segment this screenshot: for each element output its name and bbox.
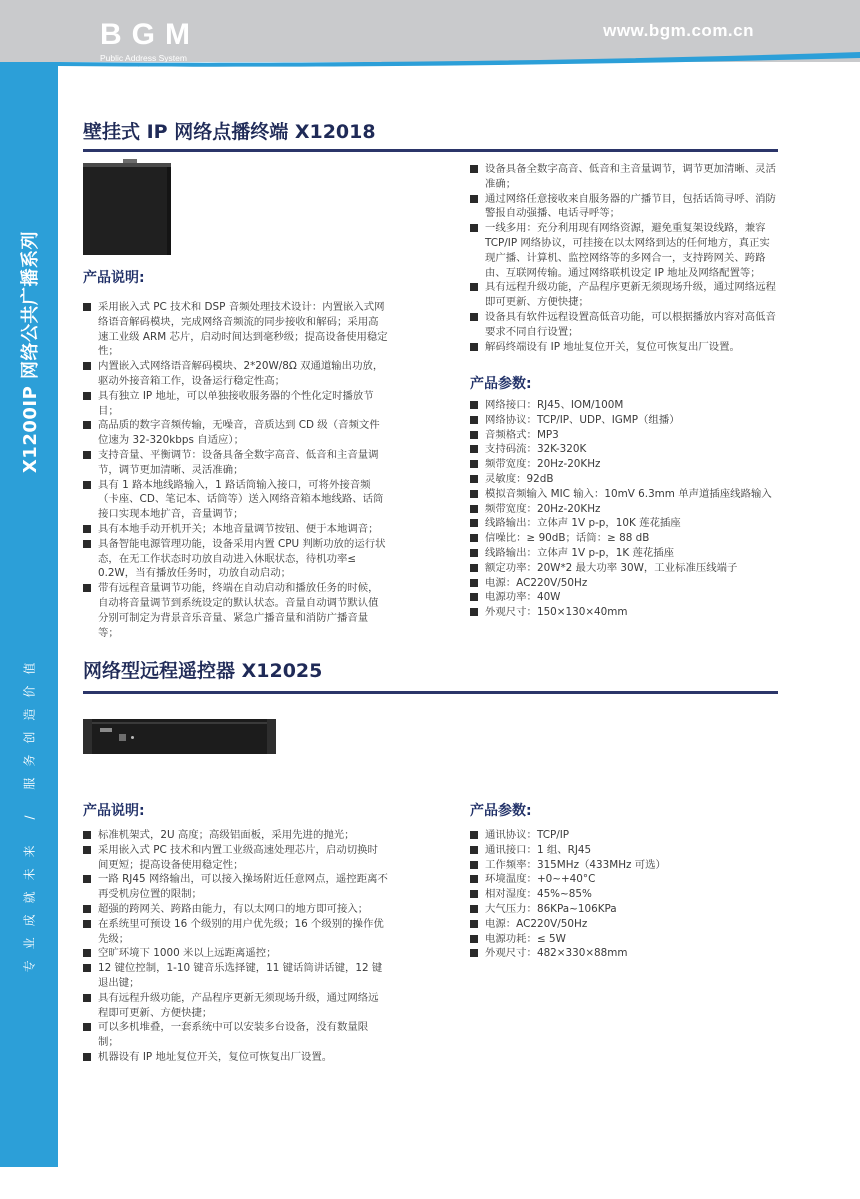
description-item bbox=[83, 902, 388, 917]
description-item bbox=[83, 961, 388, 991]
bullet-square-icon bbox=[470, 416, 478, 424]
bullet-square-icon bbox=[83, 481, 91, 489]
parameter-item bbox=[470, 398, 780, 413]
description-item-text: 具备智能电源管理功能，设备采用内置 CPU 判断功放的运行状态，在无工作状态时功放自动进入休眠状态，待机功率≤ 0.2W，当有播放任务时，功放自动启动； bbox=[98, 537, 386, 580]
parameter-item-text: 工作频率：315MHz（433MHz 可选） bbox=[485, 858, 666, 871]
product1-title-rule bbox=[83, 149, 778, 152]
description-item-text: 通过网络任意接收来自服务器的广播节目，包括话筒寻呼、消防警报自动强播、电话寻呼等； bbox=[485, 192, 776, 220]
bullet-square-icon bbox=[83, 392, 91, 400]
description-item-text: 支持音量、平衡调节：设备具备全数字高音、低音和主音量调节，调节更加清晰、灵活准确； bbox=[98, 448, 379, 476]
bullet-square-icon bbox=[83, 920, 91, 928]
product1-desc-heading: 产品说明: bbox=[83, 270, 145, 286]
parameter-item-text: 相对湿度：45%~85% bbox=[485, 888, 592, 901]
parameter-item bbox=[470, 872, 780, 887]
description-item-text: 具有远程升级功能，产品程序更新无须现场升级，通过网络远程即可更新、方便快捷； bbox=[485, 281, 776, 309]
bullet-square-icon bbox=[470, 283, 478, 291]
description-item bbox=[83, 1020, 388, 1050]
product1-description-list-continued bbox=[470, 162, 780, 354]
parameter-item-text: 网络接口：RJ45、IOM/100M bbox=[485, 399, 624, 411]
parameter-item-text: 模拟音频输入 MIC 输入：10mV 6.3mm 单声道插座线路输入 bbox=[485, 487, 772, 500]
bullet-square-icon bbox=[83, 831, 91, 839]
bullet-square-icon bbox=[470, 475, 478, 483]
bullet-square-icon bbox=[470, 534, 478, 542]
bullet-square-icon bbox=[470, 920, 478, 928]
brand-slogan: 专业成就未来 / 服务创造价值 bbox=[22, 651, 37, 973]
parameter-item-text: 外观尺寸：482×330×88mm bbox=[485, 947, 628, 960]
parameter-item bbox=[470, 457, 780, 472]
description-item bbox=[470, 280, 780, 310]
bullet-square-icon bbox=[83, 421, 91, 429]
bullet-square-icon bbox=[83, 584, 91, 592]
bullet-square-icon bbox=[470, 949, 478, 957]
parameter-item bbox=[470, 502, 780, 517]
description-item-text: 12 键位控制，1-10 键音乐选择键，11 键话筒讲话键，12 键退出键； bbox=[98, 962, 383, 989]
bullet-square-icon bbox=[470, 831, 478, 839]
bullet-square-icon bbox=[470, 564, 478, 572]
bullet-square-icon bbox=[470, 861, 478, 869]
brand-tagline: Public Address System bbox=[100, 53, 187, 63]
parameter-item-text: 支持码流：32K-320K bbox=[485, 443, 587, 456]
description-item bbox=[470, 310, 780, 340]
parameter-item bbox=[470, 917, 780, 932]
bullet-square-icon bbox=[470, 608, 478, 616]
bullet-square-icon bbox=[470, 579, 478, 587]
bullet-square-icon bbox=[83, 303, 91, 311]
description-item-text: 具有远程升级功能，产品程序更新无须现场升级，通过网络远程即可更新、方便快捷； bbox=[98, 991, 379, 1019]
parameter-item bbox=[470, 843, 780, 858]
product1-param-heading: 产品参数: bbox=[470, 376, 532, 392]
bullet-square-icon bbox=[470, 505, 478, 513]
product2-title-rule bbox=[83, 691, 778, 694]
brand-logo: BGM bbox=[100, 18, 200, 51]
bullet-square-icon bbox=[470, 313, 478, 321]
description-item bbox=[83, 991, 388, 1021]
description-item-text: 具有本地手动开机开关；本地音量调节按钮、便于本地调音； bbox=[98, 522, 379, 535]
description-item bbox=[83, 522, 388, 537]
bullet-square-icon bbox=[83, 1053, 91, 1061]
description-item-text: 超强的跨网关、跨路由能力，有以太网口的地方即可接入； bbox=[98, 902, 369, 915]
parameter-item bbox=[470, 887, 780, 902]
parameter-item-text: 网络协议：TCP/IP、UDP、IGMP（组播） bbox=[485, 413, 680, 426]
description-item bbox=[83, 946, 388, 961]
bullet-square-icon bbox=[83, 451, 91, 459]
description-item-text: 标准机架式，2U 高度；高级铝面板，采用先进的抛光； bbox=[98, 829, 355, 841]
parameter-item-text: 电源：AC220V/50Hz bbox=[485, 917, 588, 930]
parameter-item-text: 外观尺寸：150×130×40mm bbox=[485, 606, 628, 619]
bullet-square-icon bbox=[83, 949, 91, 957]
description-item-text: 内置嵌入式网络语音解码模块、2*20W/8Ω 双通道输出功放，驱动外接音箱工作，设备运行稳定性高； bbox=[98, 360, 384, 387]
bullet-square-icon bbox=[83, 1023, 91, 1031]
product2-param-heading: 产品参数: bbox=[470, 803, 532, 819]
parameter-item bbox=[470, 546, 780, 561]
parameter-item bbox=[470, 472, 780, 487]
description-item bbox=[83, 843, 388, 873]
parameter-item-text: 环境温度：+0~+40°C bbox=[485, 873, 596, 886]
bullet-square-icon bbox=[470, 846, 478, 854]
product2-title: 网络型远程遥控器 X12025 bbox=[83, 660, 323, 682]
parameter-item-text: 信噪比：≥ 90dB；话筒：≥ 88 dB bbox=[485, 532, 650, 545]
bullet-square-icon bbox=[470, 490, 478, 498]
product1-description-list bbox=[83, 300, 388, 640]
parameter-item-text: 灵敏度：92dB bbox=[485, 472, 554, 485]
series-title: X1200IP 网络公共广播系列 bbox=[20, 230, 41, 474]
description-item bbox=[470, 162, 780, 192]
bullet-square-icon bbox=[83, 875, 91, 883]
parameter-item-text: 额定功率：20W*2 最大功率 30W，工业标准压线端子 bbox=[485, 561, 738, 574]
wall-terminal-device-image bbox=[83, 163, 171, 255]
parameter-item-text: 频带宽度：20Hz-20KHz bbox=[485, 458, 601, 471]
description-item-text: 带有远程音量调节功能，终端在自动启动和播放任务的时候，自动将音量调节到系统设定的默认状态。音量自动调节默认值分别可制定为背景音乐音量、紧急广播音量和消防广播音量等； bbox=[98, 582, 379, 639]
bullet-square-icon bbox=[470, 401, 478, 409]
description-item bbox=[470, 192, 780, 222]
bullet-square-icon bbox=[83, 540, 91, 548]
parameter-item bbox=[470, 605, 780, 620]
bullet-square-icon bbox=[470, 460, 478, 468]
description-item bbox=[83, 828, 388, 843]
bullet-square-icon bbox=[470, 195, 478, 203]
side-bar bbox=[0, 62, 58, 1199]
bullet-square-icon bbox=[470, 165, 478, 173]
bullet-square-icon bbox=[470, 890, 478, 898]
description-item-text: 一线多用：充分利用现有网络资源，避免重复架设线路，兼容 TCP/IP 网络协议，可挂接在以太网络到达的任何地方，真正实现广播、计算机、监控网络等的多网合一，支持跨网关、跨路由、互联网传输。通过网络联机设定 IP 地址及网络配置等； bbox=[485, 222, 770, 279]
website-url: www.bgm.com.cn bbox=[603, 21, 754, 40]
parameter-item bbox=[470, 442, 780, 457]
parameter-item bbox=[470, 858, 780, 873]
description-item-text: 空旷环境下 1000 米以上远距离遥控； bbox=[98, 947, 277, 960]
parameter-item bbox=[470, 902, 780, 917]
parameter-item-text: 电源：AC220V/50Hz bbox=[485, 576, 588, 589]
description-item-text: 具有独立 IP 地址，可以单独接收服务器的个性化定时播放节目； bbox=[98, 389, 374, 417]
parameter-item-text: 线路输出：立体声 1V p-p，10K 莲花插座 bbox=[485, 517, 681, 530]
parameter-item bbox=[470, 413, 780, 428]
parameter-item-text: 电源功耗：≤ 5W bbox=[485, 932, 566, 945]
parameter-item bbox=[470, 531, 780, 546]
description-item-text: 采用嵌入式 PC 技术和内置工业级高速处理芯片，启动切换时间更短；提高设备使用稳定性； bbox=[98, 843, 378, 871]
bullet-square-icon bbox=[470, 875, 478, 883]
product1-title: 壁挂式 IP 网络点播终端 X12018 bbox=[83, 121, 376, 143]
bullet-square-icon bbox=[470, 224, 478, 232]
bullet-square-icon bbox=[470, 593, 478, 601]
bullet-square-icon bbox=[83, 846, 91, 854]
description-item bbox=[83, 917, 388, 947]
bullet-square-icon bbox=[470, 343, 478, 351]
description-item-text: 高品质的数字音频传输，无噪音，音质达到 CD 级（音频文件位速为 32-320kbps 自适应）； bbox=[98, 419, 380, 447]
description-item bbox=[83, 581, 388, 640]
parameter-item bbox=[470, 428, 780, 443]
description-item-text: 解码终端设有 IP 地址复位开关，复位可恢复出厂设置。 bbox=[485, 340, 740, 353]
description-item bbox=[83, 1050, 388, 1065]
rack-remote-controller-image bbox=[83, 719, 276, 754]
description-item bbox=[83, 418, 388, 448]
description-item-text: 在系统里可预设 16 个级别的用户优先级；16 个级别的操作优先级； bbox=[98, 917, 384, 945]
parameter-item-text: 电源功率：40W bbox=[485, 591, 561, 604]
description-item bbox=[83, 448, 388, 478]
parameter-item-text: 线路输出：立体声 1V p-p，1K 莲花插座 bbox=[485, 546, 675, 559]
parameter-item bbox=[470, 828, 780, 843]
parameter-item-text: 音频格式：MP3 bbox=[485, 428, 559, 441]
product1-parameter-list bbox=[470, 398, 780, 620]
bullet-square-icon bbox=[470, 549, 478, 557]
bullet-square-icon bbox=[83, 994, 91, 1002]
description-item-text: 具有 1 路本地线路输入，1 路话筒输入接口，可将外接音频（卡座、CD、笔记本、话筒等）送入网络音箱本地线路、话筒接口实现本地扩音，音量调节； bbox=[98, 478, 384, 521]
description-item-text: 可以多机堆叠，一套系统中可以安装多台设备，没有数量限制； bbox=[98, 1021, 369, 1049]
description-item bbox=[83, 478, 388, 522]
parameter-item bbox=[470, 590, 780, 605]
parameter-item bbox=[470, 932, 780, 947]
product2-desc-heading: 产品说明: bbox=[83, 803, 145, 819]
description-item bbox=[470, 221, 780, 280]
parameter-item-text: 通讯接口：1 组、RJ45 bbox=[485, 843, 592, 856]
description-item-text: 机器设有 IP 地址复位开关，复位可恢复出厂设置。 bbox=[98, 1050, 333, 1063]
description-item bbox=[83, 389, 388, 419]
description-item bbox=[83, 359, 388, 389]
description-item-text: 设备具备全数字高音、低音和主音量调节，调节更加清晰、灵活准确； bbox=[485, 163, 776, 190]
page-number: 13 bbox=[22, 1186, 36, 1199]
product2-parameter-list bbox=[470, 828, 780, 961]
bullet-square-icon bbox=[470, 519, 478, 527]
parameter-item bbox=[470, 516, 780, 531]
bullet-square-icon bbox=[83, 525, 91, 533]
parameter-item-text: 大气压力：86KPa~106KPa bbox=[485, 902, 617, 915]
description-item-text: 设备具有软件远程设置高低音功能，可以根据播放内容对高低音要求不同自行设置； bbox=[485, 310, 776, 338]
description-item bbox=[470, 340, 780, 355]
bullet-square-icon bbox=[83, 362, 91, 370]
bullet-square-icon bbox=[83, 905, 91, 913]
parameter-item-text: 通讯协议：TCP/IP bbox=[485, 829, 570, 841]
parameter-item bbox=[470, 561, 780, 576]
product2-description-list bbox=[83, 828, 388, 1065]
description-item-text: 一路 RJ45 网络输出，可以接入操场附近任意网点，遥控距离不再受机房位置的限制； bbox=[98, 873, 388, 901]
parameter-item bbox=[470, 487, 780, 502]
bullet-square-icon bbox=[470, 431, 478, 439]
bullet-square-icon bbox=[470, 905, 478, 913]
description-item-text: 采用嵌入式 PC 技术和 DSP 音频处理技术设计：内置嵌入式网络语音解码模块，完成网络音频流的同步接收和解码；采用高速工业级 ARM 芯片，启动时间达到毫秒级；提高设备使用稳定性； bbox=[98, 301, 388, 358]
header-swoosh-decoration bbox=[0, 50, 860, 70]
parameter-item-text: 频带宽度：20Hz-20KHz bbox=[485, 502, 601, 515]
parameter-item bbox=[470, 946, 780, 961]
bullet-square-icon bbox=[470, 935, 478, 943]
description-item bbox=[83, 537, 388, 581]
bullet-square-icon bbox=[83, 964, 91, 972]
bullet-square-icon bbox=[470, 445, 478, 453]
description-item bbox=[83, 872, 388, 902]
parameter-item bbox=[470, 576, 780, 591]
description-item bbox=[83, 300, 388, 359]
